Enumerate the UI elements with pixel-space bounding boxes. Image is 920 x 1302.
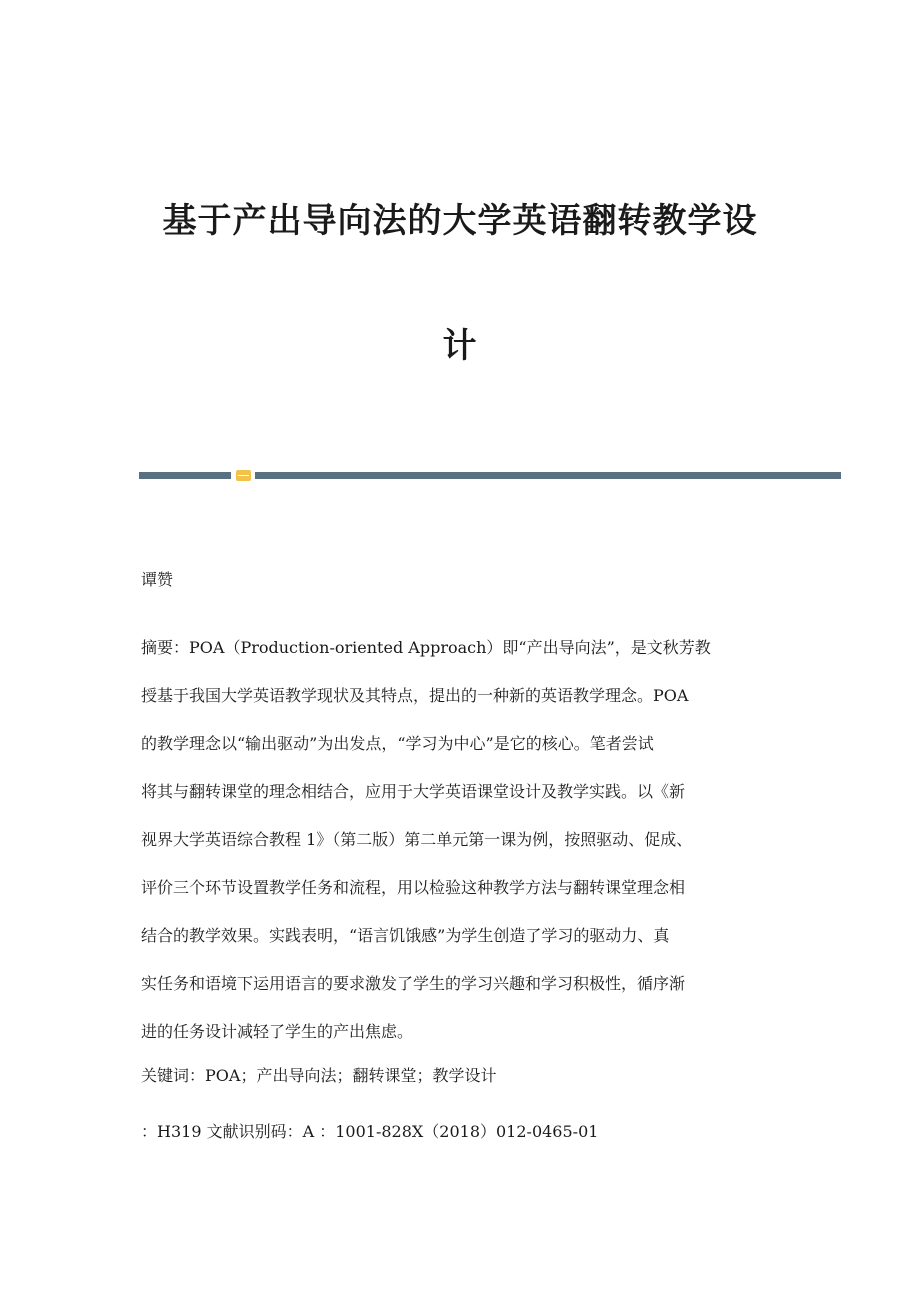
title-divider: [139, 470, 841, 482]
classification-number: ：H319 文献识别码：A ：1001-828X（2018）012-0465-01: [141, 1122, 599, 1141]
paper-title-line-2: 计: [442, 326, 478, 366]
abstract-line: 实任务和语境下运用语言的要求激发了学生的学习兴趣和学习积极性，循序渐: [141, 974, 686, 993]
abstract: [141, 624, 781, 1056]
abstract-line: 结合的教学效果。实践表明，“语言饥饿感”为学生创造了学习的驱动力、真: [141, 926, 670, 945]
abstract-line: 授基于我国大学英语教学现状及其特点，提出的一种新的英语教学理念。POA: [141, 686, 689, 705]
divider-bar-right: [255, 472, 841, 479]
abstract-line: 摘要：POA（Production-oriented Approach）即“产出导向法”，是文秋芳教: [141, 638, 711, 657]
abstract-line: 将其与翻转课堂的理念相结合，应用于大学英语课堂设计及教学实践。以《新: [141, 782, 686, 801]
author-name: 谭赞: [141, 570, 174, 589]
abstract-line: 视界大学英语综合教程 1》（第二版）第二单元第一课为例，按照驱动、促成、: [141, 830, 693, 849]
keywords: 关键词：POA；产出导向法；翻转课堂；教学设计: [141, 1066, 497, 1085]
divider-bar-left: [139, 472, 231, 479]
divider-ornament-icon: [236, 470, 251, 481]
paper-title-line-1: 基于产出导向法的大学英语翻转教学设: [162, 201, 758, 241]
abstract-line: 评价三个环节设置教学任务和流程，用以检验这种教学方法与翻转课堂理念相: [141, 878, 686, 897]
abstract-line: 的教学理念以“输出驱动”为出发点，“学习为中心”是它的核心。笔者尝试: [141, 734, 654, 753]
abstract-line: 进的任务设计减轻了学生的产出焦虑。: [141, 1022, 414, 1041]
